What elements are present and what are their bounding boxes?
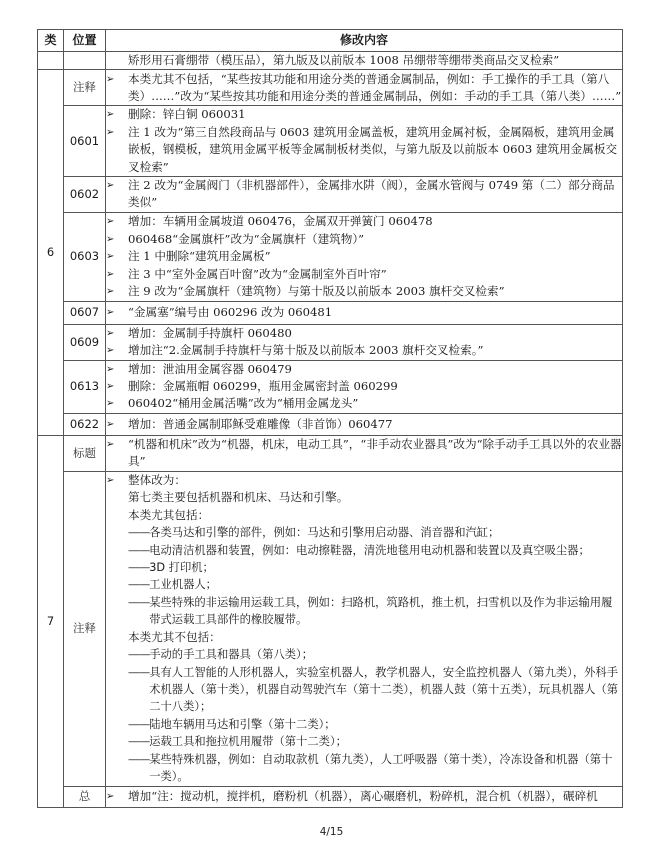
content-cell [106,177,623,213]
dash-bullet-icon: —— [128,647,150,662]
position-cell: 0601 [64,106,106,177]
include-item: —— 电动清洁机器和装置，例如：电动擦鞋器，清洗地毯用电动机器和装置以及真空吸尘器； [106,542,622,559]
list-item: ➢ 增加：金属制手持旗杆 060480 [106,325,622,342]
list-item: ➢ 注 3 中“室外金属百叶窗”改为“金属制室外百叶帘” [106,266,622,283]
table-row [38,413,623,435]
position-cell-empty [64,52,106,70]
list-item: ➢ 增加：泄油用金属容器 060479 [106,361,622,378]
list-item: ➢ 注 2 改为“金属阀门（非机器部件），金属排水阱（阀），金属水管阀与 0749 第（二）部分商品类似” [106,178,615,210]
position-cell: 0613 [64,360,106,413]
include-item: —— 各类马达和引擎的部件，例如：马达和引擎用启动器、消音器和汽缸； [106,524,622,541]
content-cell [106,301,623,324]
category-cell-7: 7 [38,435,64,807]
arrow-bullet-icon: ➢ [106,251,115,263]
content-cell [106,471,623,786]
list-item: ➢ 增加“注：搅动机，搅拌机，磨粉机（机器），离心碾磨机，粉碎机，混合机（机器），碾碎机 [106,788,622,805]
page-number: 4/15 [319,826,344,838]
list-item: ➢ 删除：锌白铜 060031 [106,106,622,123]
dash-bullet-icon: —— [128,577,150,592]
include-item: —— 3D 打印机； [106,559,622,576]
table-row [38,360,623,413]
arrow-bullet-icon: ➢ [106,73,115,85]
list-item: ➢ 增加：普通金属制耶稣受难雕像（非首饰）060477 [106,416,622,433]
arrow-bullet-icon: ➢ [106,398,115,410]
list-item: ➢ 注 9 改为“金属旗杆（建筑物）与第十版及以前版本 2003 旗杆交叉检索” [106,283,622,300]
arrow-bullet-icon: ➢ [106,345,115,357]
exclude-item: —— 陆地车辆用马达和引擎（第十二类）； [106,716,622,733]
position-cell: 0609 [64,324,106,360]
header-category: 类 [38,30,64,52]
position-cell: 0602 [64,177,106,213]
exclude-item: —— 具有人工智能的人形机器人，实验室机器人，教学机器人，安全监控机器人（第九类），外科手术机器人（第十类），机器自动驾驶汽车（第十二类），机器人鼓（第十五类），玩具机器人（第二十八类）； [106,664,622,716]
arrow-bullet-icon: ➢ [106,790,115,802]
includes-heading: 本类尤其包括： [128,507,210,522]
arrow-bullet-icon: ➢ [106,363,115,375]
arrow-bullet-icon: ➢ [106,381,115,393]
table-row [38,177,623,213]
list-item: ➢ 增加注“2.金属制手持旗杆与第十版及以前版本 2003 旗杆交叉检索。” [106,342,622,359]
category-cell-empty [38,52,64,70]
arrow-bullet-icon: ➢ [106,180,115,192]
excludes-heading: 本类尤其不包括： [128,629,221,644]
dash-bullet-icon: —— [128,542,150,557]
dash-bullet-icon: —— [128,664,150,679]
content-cell [106,212,623,301]
list-item: ➢ 本类尤其不包括，“某些按其功能和用途分类的普通金属制品，例如：手工操作的手工具（第八类）……”改为“某些按其功能和用途分类的普通金属制品，例如：手动的手工具（第八类）……” [106,71,622,103]
include-item: —— 某些特殊的非运输用运载工具，例如：扫路机，筑路机，推土机，扫雪机以及作为非运输用履带式运载工具部件的橡胶履带。 [106,594,622,629]
table-row [38,301,623,324]
position-cell: 总 [64,786,106,807]
amendments-table [37,29,623,808]
continuation-row [38,52,623,70]
position-cell: 0607 [64,301,106,324]
category-cell-6: 6 [38,70,64,435]
arrow-bullet-icon: ➢ [106,109,115,121]
arrow-bullet-icon: ➢ [106,285,115,297]
arrow-bullet-icon: ➢ [106,475,115,487]
table-row [38,435,623,471]
table-row [38,70,623,106]
dash-bullet-icon: —— [128,560,150,575]
include-item: —— 工业机器人； [106,576,622,593]
dash-bullet-icon: —— [128,525,150,540]
dash-bullet-icon: —— [128,734,150,749]
exclude-item: —— 运载工具和拖拉机用履带（第十二类）； [106,733,622,750]
list-item: ➢ 060402“桶用金属活嘴”改为“桶用金属龙头” [106,395,622,412]
exclude-item: —— 手动的手工具和器具（第八类）； [106,646,622,663]
content-cell [106,786,623,807]
table-row [38,471,623,786]
list-item: ➢ 注 1 改为“第三自然段商品与 0603 建筑用金属盖板，建筑用金属衬板，金属隔板，建筑用金属嵌板，钢模板，建筑用金属平板等金属制板材类似，与第九版及以前版本 0603 建筑用金属板交叉检索” [106,124,618,174]
intro-text: 第七类主要包括机器和机床、马达和引擎。 [128,490,349,505]
list-item: ➢ 删除：金属瓶帽 060299，瓶用金属密封盖 060299 [106,378,622,395]
list-item: ➢ 整体改为： [106,472,622,489]
content-cell [106,70,623,106]
position-cell: 注释 [64,70,106,106]
content-cell [106,435,623,471]
table-row [38,106,623,177]
header-position: 位置 [64,30,106,52]
continuation-text: 矫形用石膏绷带（模压品），第九版及以前版本 1008 吊绷带等绷带类商品交叉检索” [128,53,560,67]
dash-bullet-icon: —— [128,716,150,731]
arrow-bullet-icon: ➢ [106,268,115,280]
list-item: ➢ 增加：车辆用金属坡道 060476，金属双开弹簧门 060478 [106,213,622,230]
table-row [38,324,623,360]
position-cell: 0603 [64,212,106,301]
table-row [38,212,623,301]
content-cell [106,360,623,413]
position-cell: 标题 [64,435,106,471]
content-cell [106,324,623,360]
exclude-item: —— 某些特殊机器，例如：自动取款机（第九类），人工呼吸器（第十类），冷冻设备和机器（第十一类）。 [106,751,622,786]
list-item: ➢ “金属塞”编号由 060296 改为 060481 [106,304,622,321]
arrow-bullet-icon: ➢ [106,307,115,319]
list-item: ➢ 060468“金属旗杆”改为“金属旗杆（建筑物）” [106,231,622,248]
list-item: ➢ “机器和机床”改为“机器，机床，电动工具”，“非手动农业器具”改为“除手动手工具以外的农业器具” [106,436,622,469]
arrow-bullet-icon: ➢ [106,327,115,339]
dash-bullet-icon: —— [128,594,150,609]
arrow-bullet-icon: ➢ [106,233,115,245]
table-row [38,786,623,807]
header-content: 修改内容 [106,30,623,52]
arrow-bullet-icon: ➢ [106,216,115,228]
arrow-bullet-icon: ➢ [106,418,115,430]
arrow-bullet-icon: ➢ [106,126,115,138]
table-header-row [38,30,623,52]
position-cell: 注释 [64,471,106,786]
content-cell [106,413,623,435]
dash-bullet-icon: —— [128,751,150,766]
arrow-bullet-icon: ➢ [106,438,115,450]
content-cell [106,106,623,177]
content-cell [106,52,623,70]
position-cell: 0622 [64,413,106,435]
list-item: ➢ 注 1 中删除“建筑用金属板” [106,248,622,265]
